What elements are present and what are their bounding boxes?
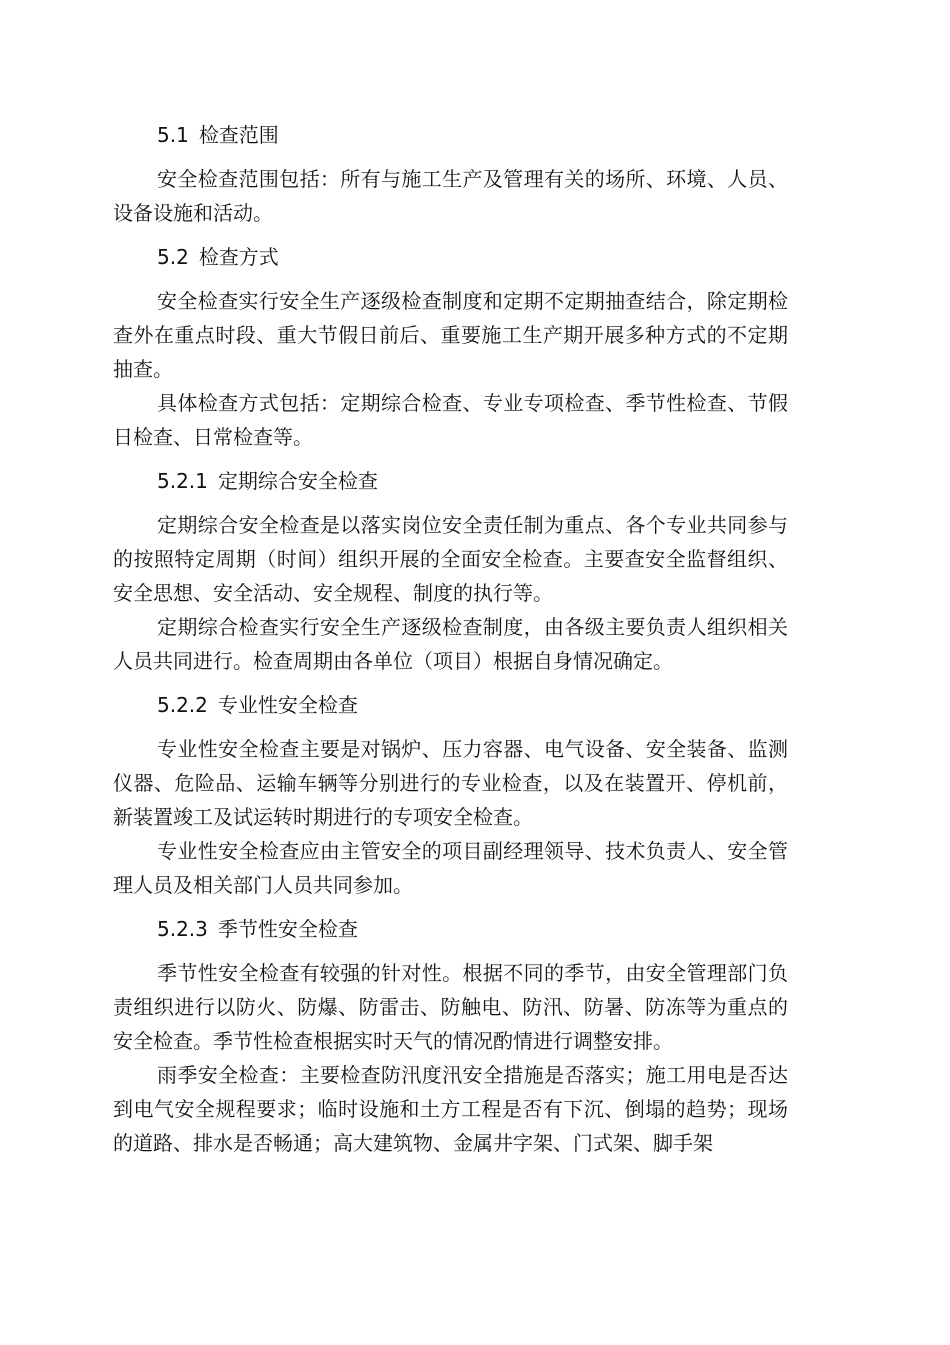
paragraph-inspection-scope: 安全检查范围包括：所有与施工生产及管理有关的场所、环境、人员、设备设施和活动。 xyxy=(113,167,788,225)
paragraph-specific-methods: 具体检查方式包括：定期综合检查、专业专项检查、季节性检查、节假日检查、日常检查等。 xyxy=(113,391,788,449)
section-number: 5.2.3 xyxy=(157,917,208,941)
section-heading-5-2-3 xyxy=(113,912,788,946)
section-title: 检查方式 xyxy=(198,245,279,269)
section-title: 检查范围 xyxy=(198,123,279,147)
section-number: 5.2.1 xyxy=(157,469,208,493)
section-number: 5.2.2 xyxy=(157,693,208,717)
paragraph-rainy-season-inspection: 雨季安全检查：主要检查防汛度汛安全措施是否落实；施工用电是否达到电气安全规程要求；临时设施和土方工程是否有下沉、倒塌的趋势；现场的道路、排水是否畅通；高大建筑物、金属井字架、门式架、脚手架 xyxy=(113,1063,788,1155)
section-number: 5.1 xyxy=(157,123,189,147)
section-title: 专业性安全检查 xyxy=(217,693,358,717)
section-title: 季节性安全检查 xyxy=(217,917,358,941)
section-title: 定期综合安全检查 xyxy=(217,469,378,493)
paragraph-seasonal-inspection: 季节性安全检查有较强的针对性。根据不同的季节，由安全管理部门负责组织进行以防火、防爆、防雷击、防触电、防汛、防暑、防冻等为重点的安全检查。季节性检查根据实时天气的情况酌情进行调整安排。 xyxy=(113,961,788,1053)
section-heading-5-2-2 xyxy=(113,688,788,722)
paragraph-professional-inspection: 专业性安全检查主要是对锅炉、压力容器、电气设备、安全装备、监测仪器、危险品、运输车辆等分别进行的专业检查，以及在装置开、停机前，新装置竣工及试运转时期进行的专项安全检查。 xyxy=(113,737,788,829)
paragraph-periodic-inspection-system: 定期综合检查实行安全生产逐级检查制度，由各级主要负责人组织相关人员共同进行。检查周期由各单位（项目）根据自身情况确定。 xyxy=(113,615,788,673)
section-heading-5-2-1 xyxy=(113,464,788,498)
document-body xyxy=(113,118,788,1160)
paragraph-professional-participants: 专业性安全检查应由主管安全的项目副经理领导、技术负责人、安全管理人员及相关部门人员共同参加。 xyxy=(113,839,788,897)
section-heading-5-2 xyxy=(113,240,788,274)
paragraph-inspection-method: 安全检查实行安全生产逐级检查制度和定期不定期抽查结合，除定期检查外在重点时段、重大节假日前后、重要施工生产期开展多种方式的不定期抽查。 xyxy=(113,289,788,381)
paragraph-periodic-inspection: 定期综合安全检查是以落实岗位安全责任制为重点、各个专业共同参与的按照特定周期（时间）组织开展的全面安全检查。主要查安全监督组织、安全思想、安全活动、安全规程、制度的执行等。 xyxy=(113,513,788,605)
section-heading-5-1 xyxy=(113,118,788,152)
section-number: 5.2 xyxy=(157,245,189,269)
